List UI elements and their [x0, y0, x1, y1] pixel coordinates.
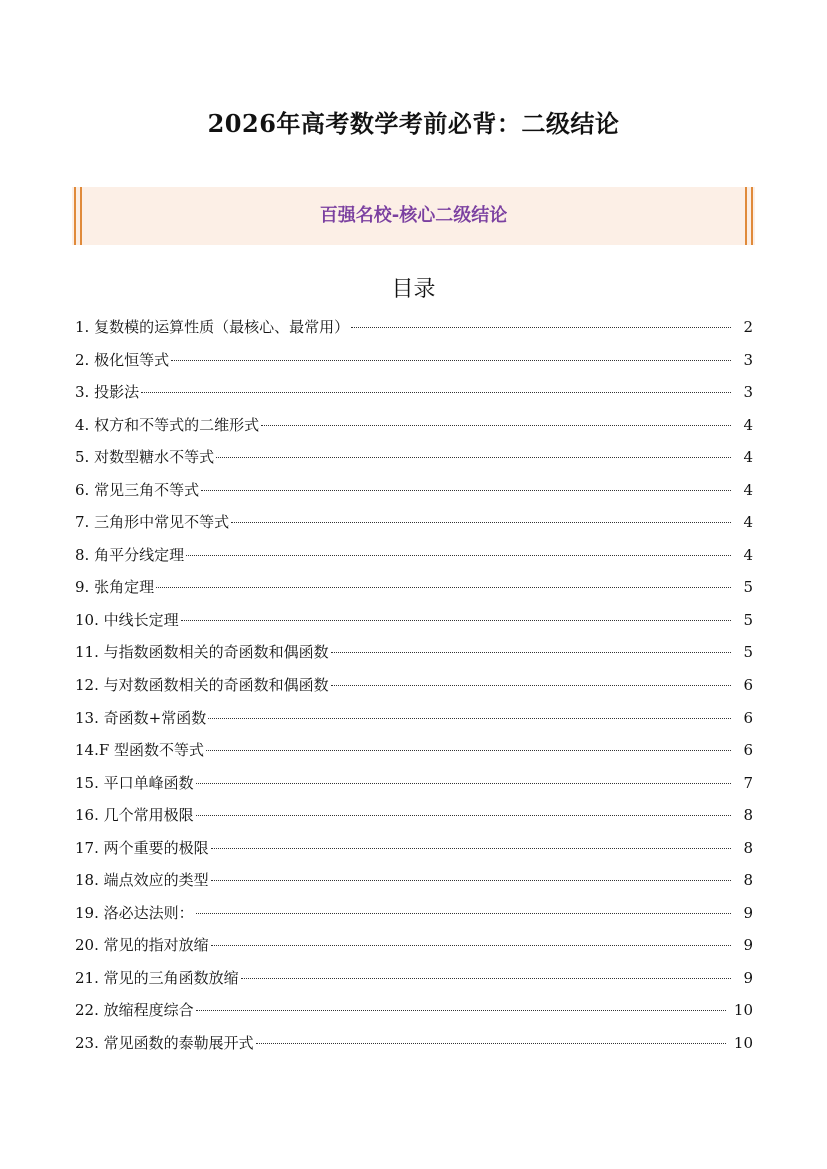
toc-entry[interactable]: [75, 736, 753, 769]
toc-entry-label[interactable]: 13. 奇函数+常函数: [75, 708, 207, 727]
toc-entry-page-number[interactable]: 6: [743, 676, 753, 695]
toc-dot-leader: [141, 392, 731, 393]
toc-entry[interactable]: [75, 443, 753, 476]
toc-entry-label[interactable]: 9. 张角定理: [75, 578, 155, 597]
toc-entry[interactable]: [75, 704, 753, 737]
toc-entry[interactable]: [75, 769, 753, 802]
toc-entry[interactable]: [75, 834, 753, 867]
toc-dot-leader: [181, 620, 731, 621]
toc-dot-leader: [208, 718, 731, 719]
toc-entry[interactable]: [75, 964, 753, 997]
toc-entry-label[interactable]: 15. 平口单峰函数: [75, 773, 194, 792]
toc-entry-page-number[interactable]: 10: [733, 1001, 753, 1020]
document-title: 2026年高考数学考前必背：二级结论: [207, 109, 620, 138]
toc-dot-leader: [331, 652, 731, 653]
toc-entry-page-number[interactable]: 10: [733, 1034, 753, 1053]
toc-entry[interactable]: [75, 996, 753, 1029]
toc-dot-leader: [231, 522, 731, 523]
toc-entry-page-number[interactable]: 2: [743, 318, 753, 336]
toc-dot-leader: [196, 783, 731, 784]
toc-entry-label[interactable]: 6. 常见三角不等式: [75, 480, 200, 499]
toc-entry-label[interactable]: 3. 投影法: [75, 383, 140, 402]
toc-entry[interactable]: [75, 866, 753, 899]
toc-entry[interactable]: [75, 606, 753, 639]
toc-entry-label[interactable]: 14.F 型函数不等式: [75, 741, 205, 760]
toc-entry-label[interactable]: 21. 常见的三角函数放缩: [75, 968, 239, 987]
banner-right-bar-outer: [751, 187, 753, 245]
toc-entry-label[interactable]: 11. 与指数函数相关的奇函数和偶函数: [75, 643, 329, 662]
toc-entry-page-number[interactable]: 8: [743, 806, 753, 825]
toc-entry-label[interactable]: 16. 几个常用极限: [75, 806, 194, 825]
toc-entry-page-number[interactable]: 4: [743, 545, 753, 564]
toc-entry-label[interactable]: 19. 洛必达法则：: [75, 903, 194, 922]
toc-entry-page-number[interactable]: 8: [743, 871, 753, 890]
toc-dot-leader: [156, 587, 731, 588]
toc-entry-label[interactable]: 8. 角平分线定理: [75, 545, 185, 564]
toc-dot-leader: [196, 815, 731, 816]
toc-entry[interactable]: [75, 346, 753, 379]
toc-entry-label[interactable]: 20. 常见的指对放缩: [75, 936, 209, 955]
toc-dot-leader: [196, 913, 731, 914]
toc-entry-page-number[interactable]: 7: [743, 773, 753, 792]
toc-entry-page-number[interactable]: 9: [743, 936, 753, 955]
toc-entry[interactable]: [75, 378, 753, 411]
banner-title: 百强名校-核心二级结论: [319, 205, 508, 226]
toc-entry-page-number[interactable]: 4: [743, 448, 753, 467]
toc-entry[interactable]: [75, 411, 753, 444]
toc-entry-page-number[interactable]: 6: [743, 708, 753, 727]
toc-entry-label[interactable]: 1. 复数模的运算性质（最核心、最常用）: [75, 318, 350, 336]
toc-dot-leader: [211, 880, 731, 881]
toc-entry-page-number[interactable]: 4: [743, 513, 753, 532]
toc-entry[interactable]: [75, 638, 753, 671]
toc-entry-label[interactable]: 5. 对数型糖水不等式: [75, 448, 215, 467]
toc-entry[interactable]: [75, 801, 753, 834]
toc-dot-leader: [211, 848, 731, 849]
toc-heading: 目录: [391, 277, 436, 302]
toc-entry[interactable]: [75, 313, 753, 346]
toc-entry-page-number[interactable]: 9: [743, 903, 753, 922]
toc-entry-label[interactable]: 12. 与对数函数相关的奇函数和偶函数: [75, 676, 329, 695]
toc-entry-page-number[interactable]: 6: [743, 741, 753, 760]
toc-entry[interactable]: [75, 573, 753, 606]
toc-dot-leader: [171, 360, 731, 361]
toc-entry-label[interactable]: 17. 两个重要的极限: [75, 838, 209, 857]
toc-entry-page-number[interactable]: 4: [743, 415, 753, 434]
toc-dot-leader: [206, 750, 731, 751]
toc-entry[interactable]: [75, 508, 753, 541]
toc-entry-page-number[interactable]: 4: [743, 480, 753, 499]
toc-entry-page-number[interactable]: 5: [743, 610, 753, 629]
toc-entry[interactable]: [75, 931, 753, 964]
toc-entry-label[interactable]: 10. 中线长定理: [75, 610, 179, 629]
toc-entry[interactable]: [75, 476, 753, 509]
toc-dot-leader: [186, 555, 731, 556]
toc-dot-leader: [196, 1010, 726, 1011]
toc-dot-leader: [241, 978, 731, 979]
toc-entry-page-number[interactable]: 8: [743, 838, 753, 857]
toc-dot-leader: [351, 327, 731, 328]
toc-entry-label[interactable]: 4. 权方和不等式的二维形式: [75, 415, 260, 434]
toc-entry-label[interactable]: 18. 端点效应的类型: [75, 871, 209, 890]
toc-entry-page-number[interactable]: 9: [743, 968, 753, 987]
toc-entry-page-number[interactable]: 3: [743, 383, 753, 402]
section-banner: [72, 187, 755, 245]
toc-dot-leader: [216, 457, 731, 458]
toc-entry[interactable]: [75, 1029, 753, 1062]
toc-entry[interactable]: [75, 671, 753, 704]
table-of-contents: [75, 313, 753, 1062]
toc-dot-leader: [331, 685, 731, 686]
toc-dot-leader: [256, 1043, 726, 1044]
toc-entry[interactable]: [75, 899, 753, 932]
banner-right-bar-inner: [745, 187, 747, 245]
toc-entry-label[interactable]: 22. 放缩程度综合: [75, 1001, 194, 1020]
toc-entry-page-number[interactable]: 3: [743, 350, 753, 369]
toc-entry-label[interactable]: 23. 常见函数的泰勒展开式: [75, 1034, 254, 1053]
toc-entry-page-number[interactable]: 5: [743, 643, 753, 662]
toc-entry-label[interactable]: 2. 极化恒等式: [75, 350, 170, 369]
toc-dot-leader: [201, 490, 731, 491]
toc-entry-label[interactable]: 7. 三角形中常见不等式: [75, 513, 230, 532]
toc-entry[interactable]: [75, 541, 753, 574]
toc-dot-leader: [261, 425, 731, 426]
toc-entry-page-number[interactable]: 5: [743, 578, 753, 597]
toc-dot-leader: [211, 945, 731, 946]
